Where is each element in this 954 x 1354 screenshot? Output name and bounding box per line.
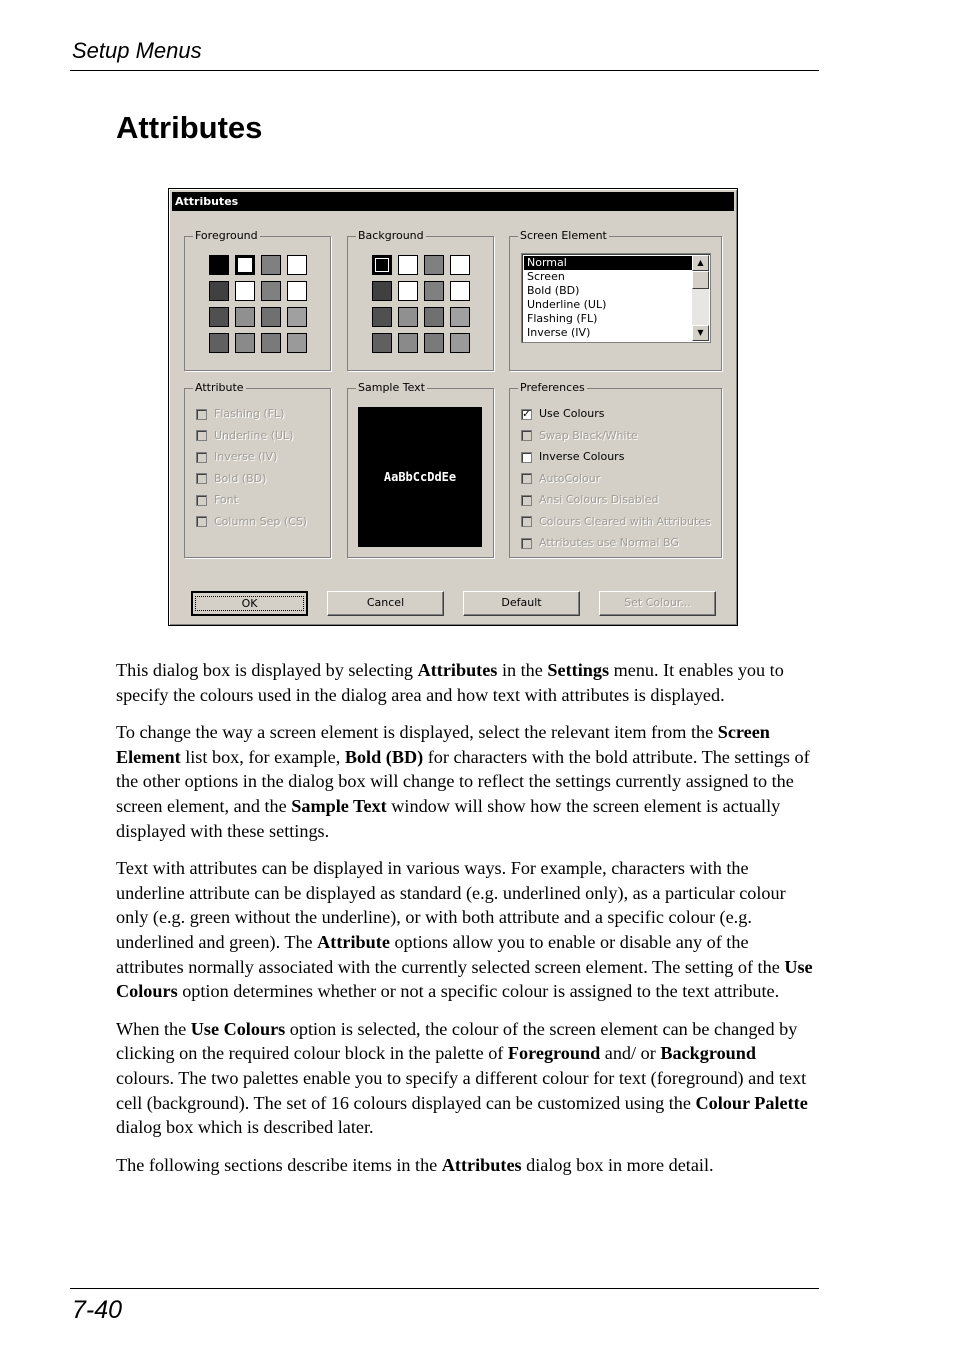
background-swatch-8[interactable] xyxy=(450,281,470,301)
body-text-segment: dialog box in more detail. xyxy=(521,1154,714,1175)
body-text-segment: To change the way a screen element is displayed, select the relevant item from the xyxy=(116,722,718,743)
body-text-segment: menu. It enables you to specify the colours used in the dialog area and how text with attributes is displayed. xyxy=(116,660,784,705)
preference-checkbox[interactable] xyxy=(521,407,604,423)
foreground-swatch-7[interactable] xyxy=(261,281,281,301)
foreground-swatch-1[interactable] xyxy=(209,255,229,275)
attribute-checkbox[interactable] xyxy=(196,515,307,531)
foreground-group xyxy=(184,229,331,371)
body-text-segment: This dialog box is displayed by selecting xyxy=(116,660,418,680)
dialog-titlebar: Attributes xyxy=(172,192,734,211)
background-swatch-2[interactable] xyxy=(398,255,418,275)
body-text-segment: list box, for example, xyxy=(180,746,345,767)
paragraph-1 xyxy=(116,658,816,707)
bold-term: Use Colours xyxy=(190,1018,286,1039)
attribute-group xyxy=(184,381,331,558)
screen-element-item[interactable]: Inverse (IV) xyxy=(527,326,591,339)
footer-rule xyxy=(70,1288,819,1289)
background-swatch-5[interactable] xyxy=(372,281,392,301)
body-text-segment: in the xyxy=(497,660,548,680)
attribute-checkbox[interactable] xyxy=(196,493,238,509)
body-text-segment: Text with attributes can be displayed in various ways. For example, characters with the underline attribute can be displayed as standard (e.g. underlined only), as a particular colour only (e.g. green without the underline), or with both attribute and a specific colour (e.g. underlined and green). The xyxy=(116,858,786,952)
foreground-swatch-6[interactable] xyxy=(235,281,255,301)
attributes-dialog xyxy=(168,188,738,626)
preference-checkbox[interactable] xyxy=(521,515,711,531)
background-swatch-1[interactable] xyxy=(372,255,392,275)
ok-button[interactable] xyxy=(191,591,308,616)
checkbox-icon[interactable] xyxy=(196,409,207,420)
body-text xyxy=(116,658,816,1190)
foreground-swatch-2[interactable] xyxy=(235,255,255,275)
foreground-swatch-3[interactable] xyxy=(261,255,281,275)
foreground-swatch-16[interactable] xyxy=(287,333,307,353)
checkbox-icon[interactable] xyxy=(521,516,532,527)
foreground-swatch-12[interactable] xyxy=(287,307,307,327)
bold-term: Colour Palette xyxy=(695,1092,808,1113)
foreground-swatch-13[interactable] xyxy=(209,333,229,353)
attribute-checkbox-label: Font xyxy=(214,493,238,506)
foreground-swatch-9[interactable] xyxy=(209,307,229,327)
checkbox-icon[interactable] xyxy=(521,495,532,506)
preference-checkbox[interactable] xyxy=(521,536,679,552)
body-text-segment: The following sections describe items in the xyxy=(116,1154,442,1175)
body-text-segment: and/ or xyxy=(600,1043,661,1064)
foreground-swatch-5[interactable] xyxy=(209,281,229,301)
attribute-checkbox-label: Column Sep (CS) xyxy=(214,514,308,528)
attribute-checkbox[interactable] xyxy=(196,429,293,445)
paragraph-3 xyxy=(116,856,816,1004)
foreground-swatch-15[interactable] xyxy=(261,333,281,353)
body-text-segment: colours. The two palettes enable you to specify a different colour for text (foreground) and text cell (background). The set of 16 colours displayed can be customized using the xyxy=(116,1067,807,1113)
body-text-segment: option is selected, the colour of the screen element can be changed by clicking on the required colour block in the palette of xyxy=(116,1018,798,1064)
attribute-checkbox-label: Bold (BD) xyxy=(214,471,267,485)
foreground-swatch-14[interactable] xyxy=(235,333,255,353)
background-swatch-4[interactable] xyxy=(450,255,470,275)
set-colour-button[interactable]: Set Colour... xyxy=(599,591,716,616)
body-text-segment: window will show how the screen element is actually displayed with these settings. xyxy=(116,795,781,841)
default-button[interactable]: Default xyxy=(463,591,580,616)
body-text-segment: When the xyxy=(116,1018,191,1039)
sample-text-label: Sample Text xyxy=(358,381,425,394)
background-swatch-15[interactable] xyxy=(424,333,444,353)
attribute-checkbox-label: Flashing (FL) xyxy=(214,407,285,420)
background-swatch-13[interactable] xyxy=(372,333,392,353)
background-swatch-9[interactable] xyxy=(372,307,392,327)
sample-text-group xyxy=(347,381,494,558)
paragraph-5 xyxy=(116,1153,816,1178)
background-group xyxy=(347,229,494,371)
preference-checkbox[interactable] xyxy=(521,493,659,509)
bold-term: Use Colours xyxy=(116,956,813,1002)
preference-checkbox[interactable] xyxy=(521,472,600,488)
preference-checkbox-label: Colours Cleared with Attributes xyxy=(539,514,711,528)
ok-button-label: OK xyxy=(196,597,304,610)
checkbox-icon[interactable] xyxy=(196,430,207,441)
preferences-group xyxy=(509,381,722,558)
background-swatch-6[interactable] xyxy=(398,281,418,301)
bold-term: Background xyxy=(660,1043,757,1064)
preferences-label: Preferences xyxy=(520,381,585,394)
screen-element-label: Screen Element xyxy=(520,229,607,242)
bold-term: Sample Text xyxy=(291,795,387,816)
screen-element-item[interactable]: Flashing (FL) xyxy=(527,312,598,325)
attribute-checkbox-label: Underline (UL) xyxy=(214,428,294,442)
page-number: 7-40 xyxy=(72,1296,123,1324)
background-swatch-3[interactable] xyxy=(424,255,444,275)
screen-element-list xyxy=(524,256,692,340)
screen-element-item[interactable]: Bold (BD) xyxy=(527,284,580,297)
background-swatch-11[interactable] xyxy=(424,307,444,327)
screen-element-item[interactable]: Screen xyxy=(527,270,565,283)
background-swatch-10[interactable] xyxy=(398,307,418,327)
preference-checkbox-label: Swap Black/White xyxy=(539,428,638,442)
bold-term: Bold (BD) xyxy=(344,746,424,767)
checkbox-icon[interactable] xyxy=(521,430,532,441)
preference-checkbox-label: Ansi Colours Disabled xyxy=(539,493,659,506)
paragraph-4 xyxy=(116,1017,816,1140)
bold-term: Screen Element xyxy=(116,722,770,767)
bold-term: Settings xyxy=(547,660,610,680)
listbox-scrollbar[interactable] xyxy=(692,255,709,341)
checkbox-icon[interactable] xyxy=(196,495,207,506)
attribute-checkbox[interactable] xyxy=(196,407,284,423)
scroll-down-icon[interactable]: ▼ xyxy=(692,325,709,341)
background-swatch-14[interactable] xyxy=(398,333,418,353)
background-swatch-12[interactable] xyxy=(450,307,470,327)
foreground-swatch-8[interactable] xyxy=(287,281,307,301)
checkbox-icon[interactable] xyxy=(196,516,207,527)
cancel-button[interactable]: Cancel xyxy=(327,591,444,616)
background-label: Background xyxy=(358,229,424,242)
bold-term: Attributes xyxy=(417,660,498,680)
background-swatch-7[interactable] xyxy=(424,281,444,301)
header-rule xyxy=(70,70,819,71)
attribute-checkbox[interactable] xyxy=(196,472,266,488)
checkbox-icon[interactable] xyxy=(196,452,207,463)
checkmark-icon[interactable]: ✓ xyxy=(522,408,531,420)
foreground-swatch-11[interactable] xyxy=(261,307,281,327)
attribute-label: Attribute xyxy=(195,381,244,394)
checkbox-icon[interactable] xyxy=(521,452,532,463)
background-swatch-16[interactable] xyxy=(450,333,470,353)
foreground-palette xyxy=(209,255,309,359)
bold-term: Foreground xyxy=(507,1043,601,1064)
preference-checkbox-label: Inverse Colours xyxy=(539,450,625,463)
scroll-up-icon[interactable]: ▲ xyxy=(692,255,709,271)
attribute-checkbox[interactable] xyxy=(196,450,277,466)
preference-checkbox-label: AutoColour xyxy=(539,471,601,485)
body-text-segment: dialog box which is described later. xyxy=(116,1117,374,1138)
background-palette xyxy=(372,255,472,359)
preference-checkbox[interactable] xyxy=(521,450,624,466)
screen-element-item[interactable]: Normal xyxy=(524,256,692,270)
body-text-segment: option determines whether or not a specific colour is assigned to the text attribute. xyxy=(177,981,780,1002)
running-head: Setup Menus xyxy=(72,38,202,63)
preference-checkbox-label: Attributes use Normal BG xyxy=(539,536,679,549)
foreground-label: Foreground xyxy=(195,229,258,242)
scroll-thumb[interactable] xyxy=(692,271,709,289)
body-text-segment: for characters with the bold attribute. The settings of the other options in the dialog box will change to reflect the settings currently assigned to the screen element, and the xyxy=(116,746,810,816)
bold-term: Attribute xyxy=(317,931,390,952)
foreground-swatch-10[interactable] xyxy=(235,307,255,327)
checkbox-icon[interactable] xyxy=(196,473,207,484)
preference-checkbox[interactable] xyxy=(521,429,638,445)
bold-term: Attributes xyxy=(441,1154,522,1175)
screen-element-item[interactable]: Underline (UL) xyxy=(527,298,607,311)
checkbox-icon[interactable] xyxy=(521,473,532,484)
foreground-swatch-4[interactable] xyxy=(287,255,307,275)
screen-element-listbox[interactable] xyxy=(521,253,711,343)
paragraph-2 xyxy=(116,720,816,843)
checkbox-icon[interactable] xyxy=(521,538,532,549)
preference-checkbox-label: Use Colours xyxy=(539,407,605,420)
page-title: Attributes xyxy=(116,110,263,145)
attribute-checkbox-label: Inverse (IV) xyxy=(214,450,278,463)
sample-text-preview: AaBbCcDdEe xyxy=(358,407,482,547)
screen-element-group xyxy=(509,229,722,371)
body-text-segment: options allow you to enable or disable any of the attributes normally associated with the currently selected screen element. The setting of the xyxy=(116,931,785,977)
